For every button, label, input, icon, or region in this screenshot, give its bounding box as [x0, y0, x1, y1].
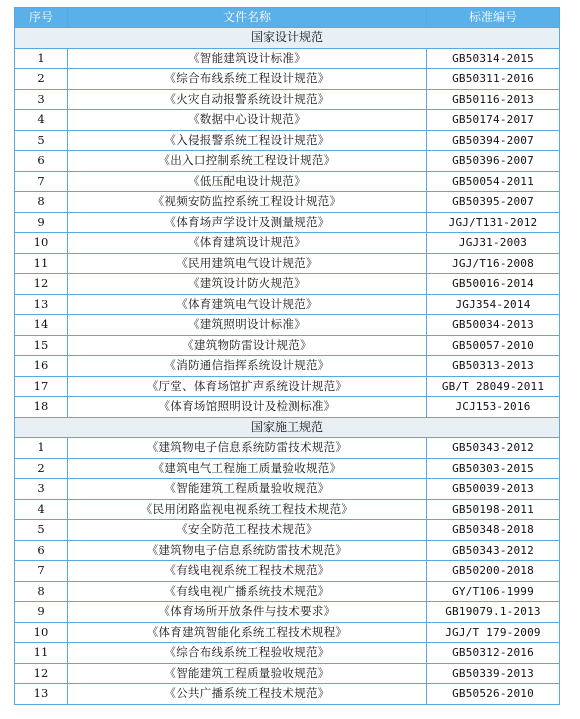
row-code: GB50312-2016	[427, 643, 560, 664]
table-row	[15, 581, 560, 602]
row-index: 10	[15, 622, 68, 643]
row-name: 《出入口控制系统工程设计规范》	[68, 151, 427, 172]
row-name: 《消防通信指挥系统设计规范》	[68, 356, 427, 377]
row-index: 6	[15, 540, 68, 561]
row-name: 《入侵报警系统工程设计规范》	[68, 130, 427, 151]
table-row	[15, 192, 560, 213]
table-row	[15, 253, 560, 274]
row-name: 《有线电视系统工程技术规范》	[68, 561, 427, 582]
row-index: 12	[15, 663, 68, 684]
row-name: 《视频安防监控系统工程设计规范》	[68, 192, 427, 213]
row-name: 《民用建筑电气设计规范》	[68, 253, 427, 274]
row-index: 5	[15, 130, 68, 151]
row-name: 《综合布线系统工程验收规范》	[68, 643, 427, 664]
section-title: 国家设计规范	[15, 28, 560, 49]
header-row	[15, 8, 560, 28]
row-index: 13	[15, 684, 68, 705]
table-row	[15, 479, 560, 500]
row-code: GB50394-2007	[427, 130, 560, 151]
table-row	[15, 48, 560, 69]
row-name: 《智能建筑工程质量验收规范》	[68, 663, 427, 684]
row-index: 3	[15, 479, 68, 500]
section-row	[15, 417, 560, 438]
table-row	[15, 376, 560, 397]
row-code: JGJ/T 179-2009	[427, 622, 560, 643]
row-code: GB50343-2012	[427, 540, 560, 561]
table-row	[15, 110, 560, 131]
section-title: 国家施工规范	[15, 417, 560, 438]
table-row	[15, 520, 560, 541]
row-code: GB50313-2013	[427, 356, 560, 377]
row-index: 9	[15, 212, 68, 233]
row-code: GB50314-2015	[427, 48, 560, 69]
row-name: 《民用闭路监视电视系统工程技术规范》	[68, 499, 427, 520]
row-code: GB50039-2013	[427, 479, 560, 500]
row-name: 《建筑物电子信息系统防雷技术规范》	[68, 540, 427, 561]
row-name: 《体育场所开放条件与技术要求》	[68, 602, 427, 623]
table-row	[15, 540, 560, 561]
row-code: GB50174-2017	[427, 110, 560, 131]
table-row	[15, 622, 560, 643]
row-name: 《智能建筑设计标准》	[68, 48, 427, 69]
table-header	[15, 8, 560, 28]
table-row	[15, 499, 560, 520]
row-index: 7	[15, 561, 68, 582]
row-name: 《安全防范工程技术规范》	[68, 520, 427, 541]
table-row	[15, 212, 560, 233]
row-name: 《有线电视广播系统技术规范》	[68, 581, 427, 602]
table-row	[15, 233, 560, 254]
row-name: 《数据中心设计规范》	[68, 110, 427, 131]
row-name: 《火灾自动报警系统设计规范》	[68, 89, 427, 110]
row-index: 7	[15, 171, 68, 192]
row-code: JGJ354-2014	[427, 294, 560, 315]
row-name: 《厅堂、体育场馆扩声系统设计规范》	[68, 376, 427, 397]
row-index: 2	[15, 69, 68, 90]
row-name: 《建筑物防雷设计规范》	[68, 335, 427, 356]
row-code: GB50348-2018	[427, 520, 560, 541]
table-row	[15, 561, 560, 582]
table-row	[15, 315, 560, 336]
row-name: 《建筑照明设计标准》	[68, 315, 427, 336]
row-code: GB19079.1-2013	[427, 602, 560, 623]
standards-table-container	[14, 7, 560, 705]
row-code: GB50303-2015	[427, 458, 560, 479]
table-row	[15, 684, 560, 705]
section-row	[15, 28, 560, 49]
row-index: 2	[15, 458, 68, 479]
row-code: GB50200-2018	[427, 561, 560, 582]
row-index: 12	[15, 274, 68, 295]
row-name: 《智能建筑工程质量验收规范》	[68, 479, 427, 500]
row-code: GB50116-2013	[427, 89, 560, 110]
table-row	[15, 171, 560, 192]
table-row	[15, 663, 560, 684]
row-code: GB50343-2012	[427, 438, 560, 459]
row-name: 《体育建筑设计规范》	[68, 233, 427, 254]
row-name: 《综合布线系统工程设计规范》	[68, 69, 427, 90]
table-row	[15, 643, 560, 664]
row-index: 1	[15, 438, 68, 459]
row-index: 8	[15, 581, 68, 602]
row-index: 9	[15, 602, 68, 623]
row-name: 《体育场馆照明设计及检测标准》	[68, 397, 427, 418]
row-index: 4	[15, 110, 68, 131]
row-name: 《公共广播系统工程技术规范》	[68, 684, 427, 705]
table-row	[15, 397, 560, 418]
standards-table	[14, 7, 560, 705]
row-code: GY/T106-1999	[427, 581, 560, 602]
row-name: 《低压配电设计规范》	[68, 171, 427, 192]
row-code: GB50057-2010	[427, 335, 560, 356]
row-code: GB50339-2013	[427, 663, 560, 684]
row-index: 3	[15, 89, 68, 110]
table-row	[15, 274, 560, 295]
row-name: 《建筑设计防火规范》	[68, 274, 427, 295]
row-name: 《体育建筑智能化系统工程技术规程》	[68, 622, 427, 643]
row-name: 《建筑电气工程施工质量验收规范》	[68, 458, 427, 479]
table-row	[15, 602, 560, 623]
row-name: 《体育建筑电气设计规范》	[68, 294, 427, 315]
row-code: JGJ31-2003	[427, 233, 560, 254]
row-index: 15	[15, 335, 68, 356]
row-index: 5	[15, 520, 68, 541]
row-index: 10	[15, 233, 68, 254]
table-row	[15, 89, 560, 110]
table-row	[15, 151, 560, 172]
row-code: GB50054-2011	[427, 171, 560, 192]
header-name: 文件名称	[68, 8, 427, 28]
row-index: 16	[15, 356, 68, 377]
row-code: GB50016-2014	[427, 274, 560, 295]
row-code: JCJ153-2016	[427, 397, 560, 418]
table-row	[15, 335, 560, 356]
row-name: 《建筑物电子信息系统防雷技术规范》	[68, 438, 427, 459]
table-row	[15, 294, 560, 315]
table-row	[15, 458, 560, 479]
row-code: GB50526-2010	[427, 684, 560, 705]
row-code: GB50198-2011	[427, 499, 560, 520]
row-index: 13	[15, 294, 68, 315]
row-index: 1	[15, 48, 68, 69]
table-row	[15, 438, 560, 459]
row-index: 6	[15, 151, 68, 172]
row-code: GB50311-2016	[427, 69, 560, 90]
row-code: GB/T 28049-2011	[427, 376, 560, 397]
row-index: 4	[15, 499, 68, 520]
row-index: 18	[15, 397, 68, 418]
row-name: 《体育场声学设计及测量规范》	[68, 212, 427, 233]
row-code: JGJ/T131-2012	[427, 212, 560, 233]
row-code: JGJ/T16-2008	[427, 253, 560, 274]
row-code: GB50396-2007	[427, 151, 560, 172]
header-index: 序号	[15, 8, 68, 28]
table-row	[15, 69, 560, 90]
row-index: 14	[15, 315, 68, 336]
header-code: 标准编号	[427, 8, 560, 28]
table-row	[15, 130, 560, 151]
row-index: 11	[15, 253, 68, 274]
row-code: GB50395-2007	[427, 192, 560, 213]
row-index: 11	[15, 643, 68, 664]
row-index: 17	[15, 376, 68, 397]
table-body	[15, 28, 560, 705]
row-code: GB50034-2013	[427, 315, 560, 336]
row-index: 8	[15, 192, 68, 213]
table-row	[15, 356, 560, 377]
